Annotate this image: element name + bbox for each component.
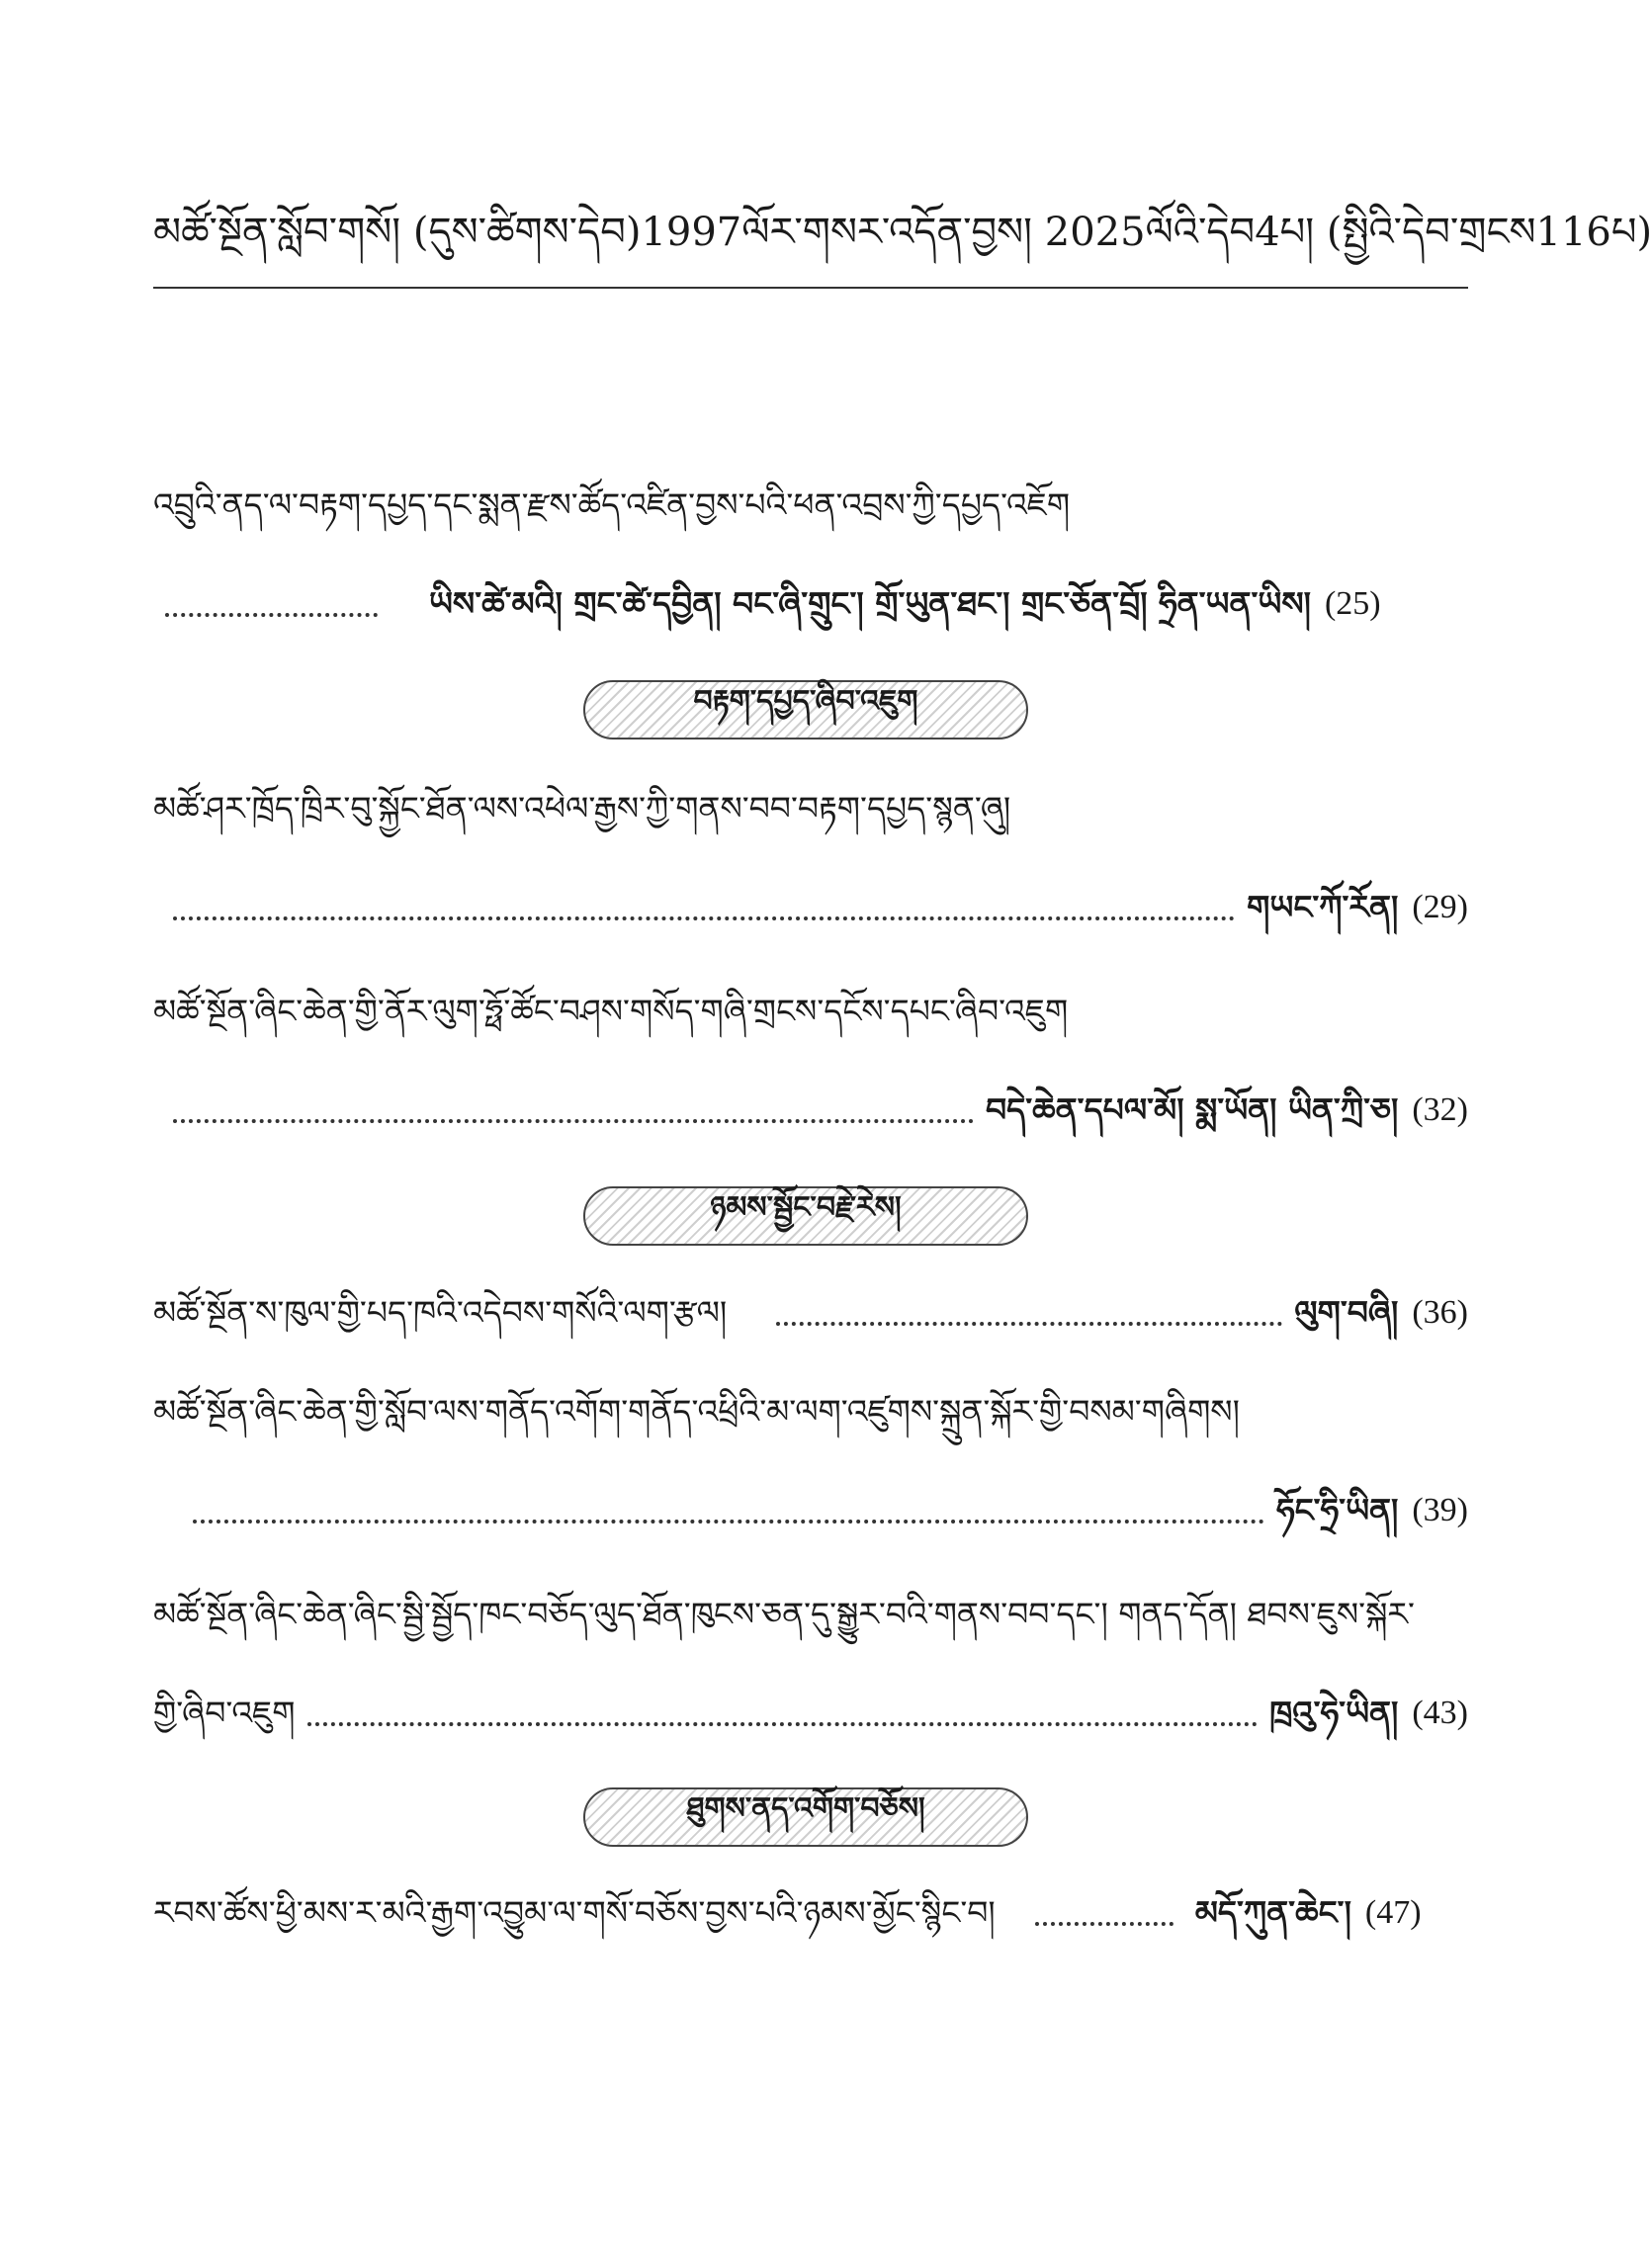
article-byline-5	[153, 1488, 1468, 1533]
article-author: བདེ་ཆེན་དཔལ་མོ། སྨ་ཡོན། ཡིན་ཀྲི་ཅ།	[985, 1090, 1399, 1129]
article-byline-1	[153, 581, 1468, 627]
article-title-1[interactable]: འབྲུའི་ནད་ལ་བརྟག་དཔྱད་དང་སྨན་རྫས་ཚོད་འཛིན་བྱས་པའི་ཕན་འབྲས་ཀྱི་དཔྱད་འཇོག	[153, 485, 1071, 524]
article-title-6[interactable]: མཚོ་སྔོན་ཞིང་ཆེན་ཞིང་སྦྱི་སྦྱོད་ཁང་བཅོད་ལུད་ཐོན་ཁུངས་ཅན་དུ་སྒྱུར་བའི་གནས་བབ་དང་། གནད་དོན། ཐབས་ཇུས་སྐོར་	[153, 1595, 1415, 1633]
section-heading-disease-prevention	[583, 1787, 1028, 1847]
article-title-4[interactable]: མཚོ་སྔོན་ས་ཁུལ་གྱི་པད་ཁའི་འདེབས་གསོའི་ལག་རྩལ།	[153, 1293, 728, 1332]
leader-dots	[173, 1119, 974, 1123]
page-number[interactable]: (32)	[1412, 1091, 1468, 1128]
leader-dots	[307, 1722, 1259, 1726]
article-byline-2	[153, 885, 1468, 930]
section-label: ཐུགས་ནད་འགོག་བཅོས།	[686, 1791, 925, 1826]
page-number[interactable]: (39)	[1412, 1492, 1468, 1528]
leader-dots	[193, 1520, 1264, 1524]
article-author: ཁྲའུ་ཧེ་ཡིན།	[1269, 1694, 1399, 1732]
article-title-3[interactable]: མཚོ་སྔོན་ཞིང་ཆེན་གྱི་ནོར་ལུག་ཧྥོ་ཚོང་བཤས་གསོད་གཞི་གྲངས་དངོས་དཔང་ཞིབ་འཇུག	[153, 992, 1069, 1030]
article-author: གཡང་ཀོ་རོན།	[1247, 888, 1399, 926]
section-heading-experience	[583, 1186, 1028, 1246]
leader-dots	[1035, 1922, 1174, 1926]
page-header: མཚོ་སྔོན་སློབ་གསོ། (དུས་ཚིགས་དེབ)1997ལོར་གསར་འདོན་བྱས། 2025ལོའི་དེབ4པ། (སྤྱིའི་དེབ་གྲངས116པ)	[153, 210, 1652, 255]
article-title-6-cont[interactable]: གྱི་ཞིབ་འཇུག	[153, 1694, 296, 1732]
article-title-5[interactable]: མཚོ་སྔོན་ཞིང་ཆེན་གྱི་སློབ་ལས་གནོད་འགོག་གནོད་འཕྲིའི་མ་ལག་འཛུགས་སྐྲུན་སྐོར་གྱི་བསམ་གཞིགས།	[153, 1392, 1240, 1431]
article-title-7[interactable]: རབས་ཚོས་ཕྱི་མས་ར་མའི་རྒྱག་འབྱུམ་ལ་གསོ་བཅོས་བྱས་པའི་ཉམས་མྱོང་སྙིང་བ།	[153, 1893, 996, 1932]
article-byline-3	[153, 1088, 1468, 1133]
article-author: ལུག་བཞི།	[1294, 1293, 1399, 1332]
section-label: བརྟག་དཔྱད་ཞིབ་འཇུག	[693, 684, 918, 719]
page-number[interactable]: (25)	[1324, 585, 1381, 622]
article-author: ཧོང་ཧྲི་ཡིན།	[1276, 1491, 1399, 1529]
leader-dots	[776, 1322, 1282, 1326]
page-number[interactable]: (29)	[1412, 889, 1468, 925]
article-byline-6	[153, 1691, 1468, 1736]
article-entry-4	[153, 1290, 1468, 1336]
article-entry-7	[153, 1890, 1468, 1936]
article-author: ཡིས་ཚེ་མའི། གྲང་ཚེ་དབྱིན། བང་ཞི་གྲུང་། གྲོ་ཡུན་ཐང་། གྲང་ཅོན་བྲོ། ཧྲིན་ཡན་ཡིས།	[429, 584, 1311, 623]
page-number[interactable]: (47)	[1364, 1894, 1422, 1931]
page-number[interactable]: (36)	[1412, 1294, 1468, 1331]
article-author: མདོ་ཀུན་ཆེང་།	[1194, 1893, 1351, 1932]
page-number[interactable]: (43)	[1412, 1695, 1468, 1731]
leader-dots	[165, 613, 378, 617]
article-title-2[interactable]: མཚོ་ཤར་ཁྲོད་ཁྲིར་བུ་སྐྱོང་ཐོན་ལས་འཕེལ་རྒྱས་ཀྱི་གནས་བབ་བརྟག་དཔྱད་སྙན་ཞུ།	[153, 789, 1011, 827]
section-label: ཉམས་སྦྱོང་བརྗེ་རེས།	[710, 1190, 902, 1225]
section-heading-research	[583, 680, 1028, 740]
leader-dots	[173, 916, 1235, 920]
header-rule	[153, 287, 1468, 289]
